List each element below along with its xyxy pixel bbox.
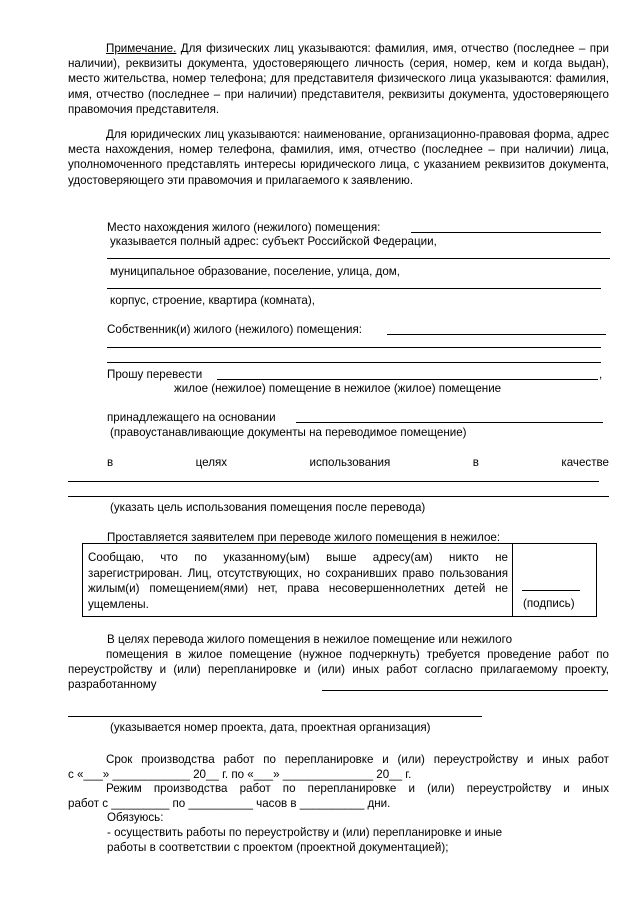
signature-line[interactable]: [522, 590, 580, 591]
purpose-word-1: в: [107, 456, 114, 469]
terms-period-line-1: Срок производства работ по перепланировке и (или) переустройству и иных работ: [106, 753, 609, 766]
location-input-line-2[interactable]: [107, 258, 610, 259]
works-project-input-line[interactable]: [68, 716, 482, 717]
terms-mode-line-2: работ с _________ по __________ часов в __________ дни.: [68, 797, 391, 810]
terms-mode-line-1: Режим производства работ по перепланировке и (или) переустройству и иных: [106, 782, 609, 795]
works-hint: (указывается номер проекта, дата, проектная организация): [110, 721, 431, 734]
location-hint-region: указывается полный адрес: субъект Российской Федерации,: [110, 235, 437, 248]
works-designer-input-line[interactable]: [322, 690, 608, 691]
works-intro-line: В целях перевода жилого помещения в нежилое помещение или нежилого: [107, 633, 513, 646]
residential-intro: Проставляется заявителем при переводе жилого помещения в нежилое:: [107, 531, 501, 544]
owner-input-line-3[interactable]: [107, 362, 601, 363]
location-label: Место нахождения жилого (нежилого) помещения:: [107, 221, 381, 234]
basis-input-line[interactable]: [296, 422, 603, 423]
location-hint-municipality: муниципальное образование, поселение, улица, дом,: [110, 265, 400, 278]
request-comma: ,: [599, 368, 603, 381]
request-hint: жилое (нежилое) помещение в нежилое (жилое) помещение: [174, 382, 502, 395]
terms-period-line-2: с «___» ____________ 20__ г. по «___» ______________ 20__ г.: [68, 768, 412, 781]
registration-statement-text: Сообщаю, что по указанному(ым) выше адресу(ам) никто не зарегистрирован. Лиц, отсутствующих, но сохранивших право пользования жилым(и) помещением(ями) нет, права несовершеннолетних детей не ущемлены.: [88, 551, 508, 611]
purpose-row: [107, 455, 609, 470]
owner-input-line-2[interactable]: [107, 347, 601, 348]
location-input-line[interactable]: [411, 232, 601, 233]
request-input-line[interactable]: [217, 379, 598, 380]
purpose-word-5: качестве: [561, 456, 609, 469]
location-hint-building: корпус, строение, квартира (комната),: [110, 294, 315, 307]
purpose-input-line-2[interactable]: [68, 496, 609, 497]
note-title: Примечание.: [106, 42, 177, 55]
request-label: Прошу перевести: [107, 368, 203, 381]
purpose-input-line[interactable]: [68, 481, 599, 482]
signature-label: (подпись): [523, 597, 575, 610]
owner-label: Собственник(и) жилого (нежилого) помещения:: [107, 323, 362, 336]
obligation-item-1-line-2: работы в соответствии с проектом (проектной документацией);: [107, 841, 449, 854]
purpose-word-4: в: [472, 456, 479, 469]
note-paragraph-individuals: [68, 41, 609, 117]
purpose-hint: (указать цель использования помещения после перевода): [110, 501, 426, 514]
note-paragraph-legal-entities: Для юридических лиц указываются: наименование, организационно-правовая форма, адрес места нахождения, номер телефона, фамилия, имя, отчество (последнее – при наличии) лица, уполномоченного представлять интересы юридического лица, с указанием реквизитов документа, удостоверяющего эти правомочия и прилагаемого к заявлению.: [68, 128, 609, 187]
works-paragraph: помещения в жилое помещение (нужное подчеркнуть) требуется проведение работ по переустройству и (или) перепланировке и (или) иных работ согласно прилагаемому проекту, разработанному: [68, 648, 609, 692]
basis-hint: (правоустанавливающие документы на переводимое помещение): [110, 426, 467, 439]
obligations-heading: Обязуюсь:: [107, 811, 164, 824]
obligation-item-1-line-1: - осуществить работы по переустройству и (или) перепланировке и иные: [107, 826, 503, 839]
purpose-word-2: целях: [195, 456, 228, 469]
location-input-line-3[interactable]: [107, 288, 601, 289]
owner-input-line[interactable]: [387, 334, 606, 335]
basis-label: принадлежащего на основании: [107, 411, 276, 424]
purpose-word-3: использования: [309, 456, 391, 469]
box-divider: [512, 544, 513, 616]
note-text-individuals: Для физических лиц указываются: фамилия, имя, отчество (последнее – при наличии), реквизиты документа, удостоверяющего личность (серия, номер, кем и когда выдан), место жительства, номер телефона; для представителя физического лица указываются: фамилия, имя, отчество (последнее – при наличии) представителя, реквизиты документа, удостоверяющего правомочия представителя.: [68, 42, 609, 116]
